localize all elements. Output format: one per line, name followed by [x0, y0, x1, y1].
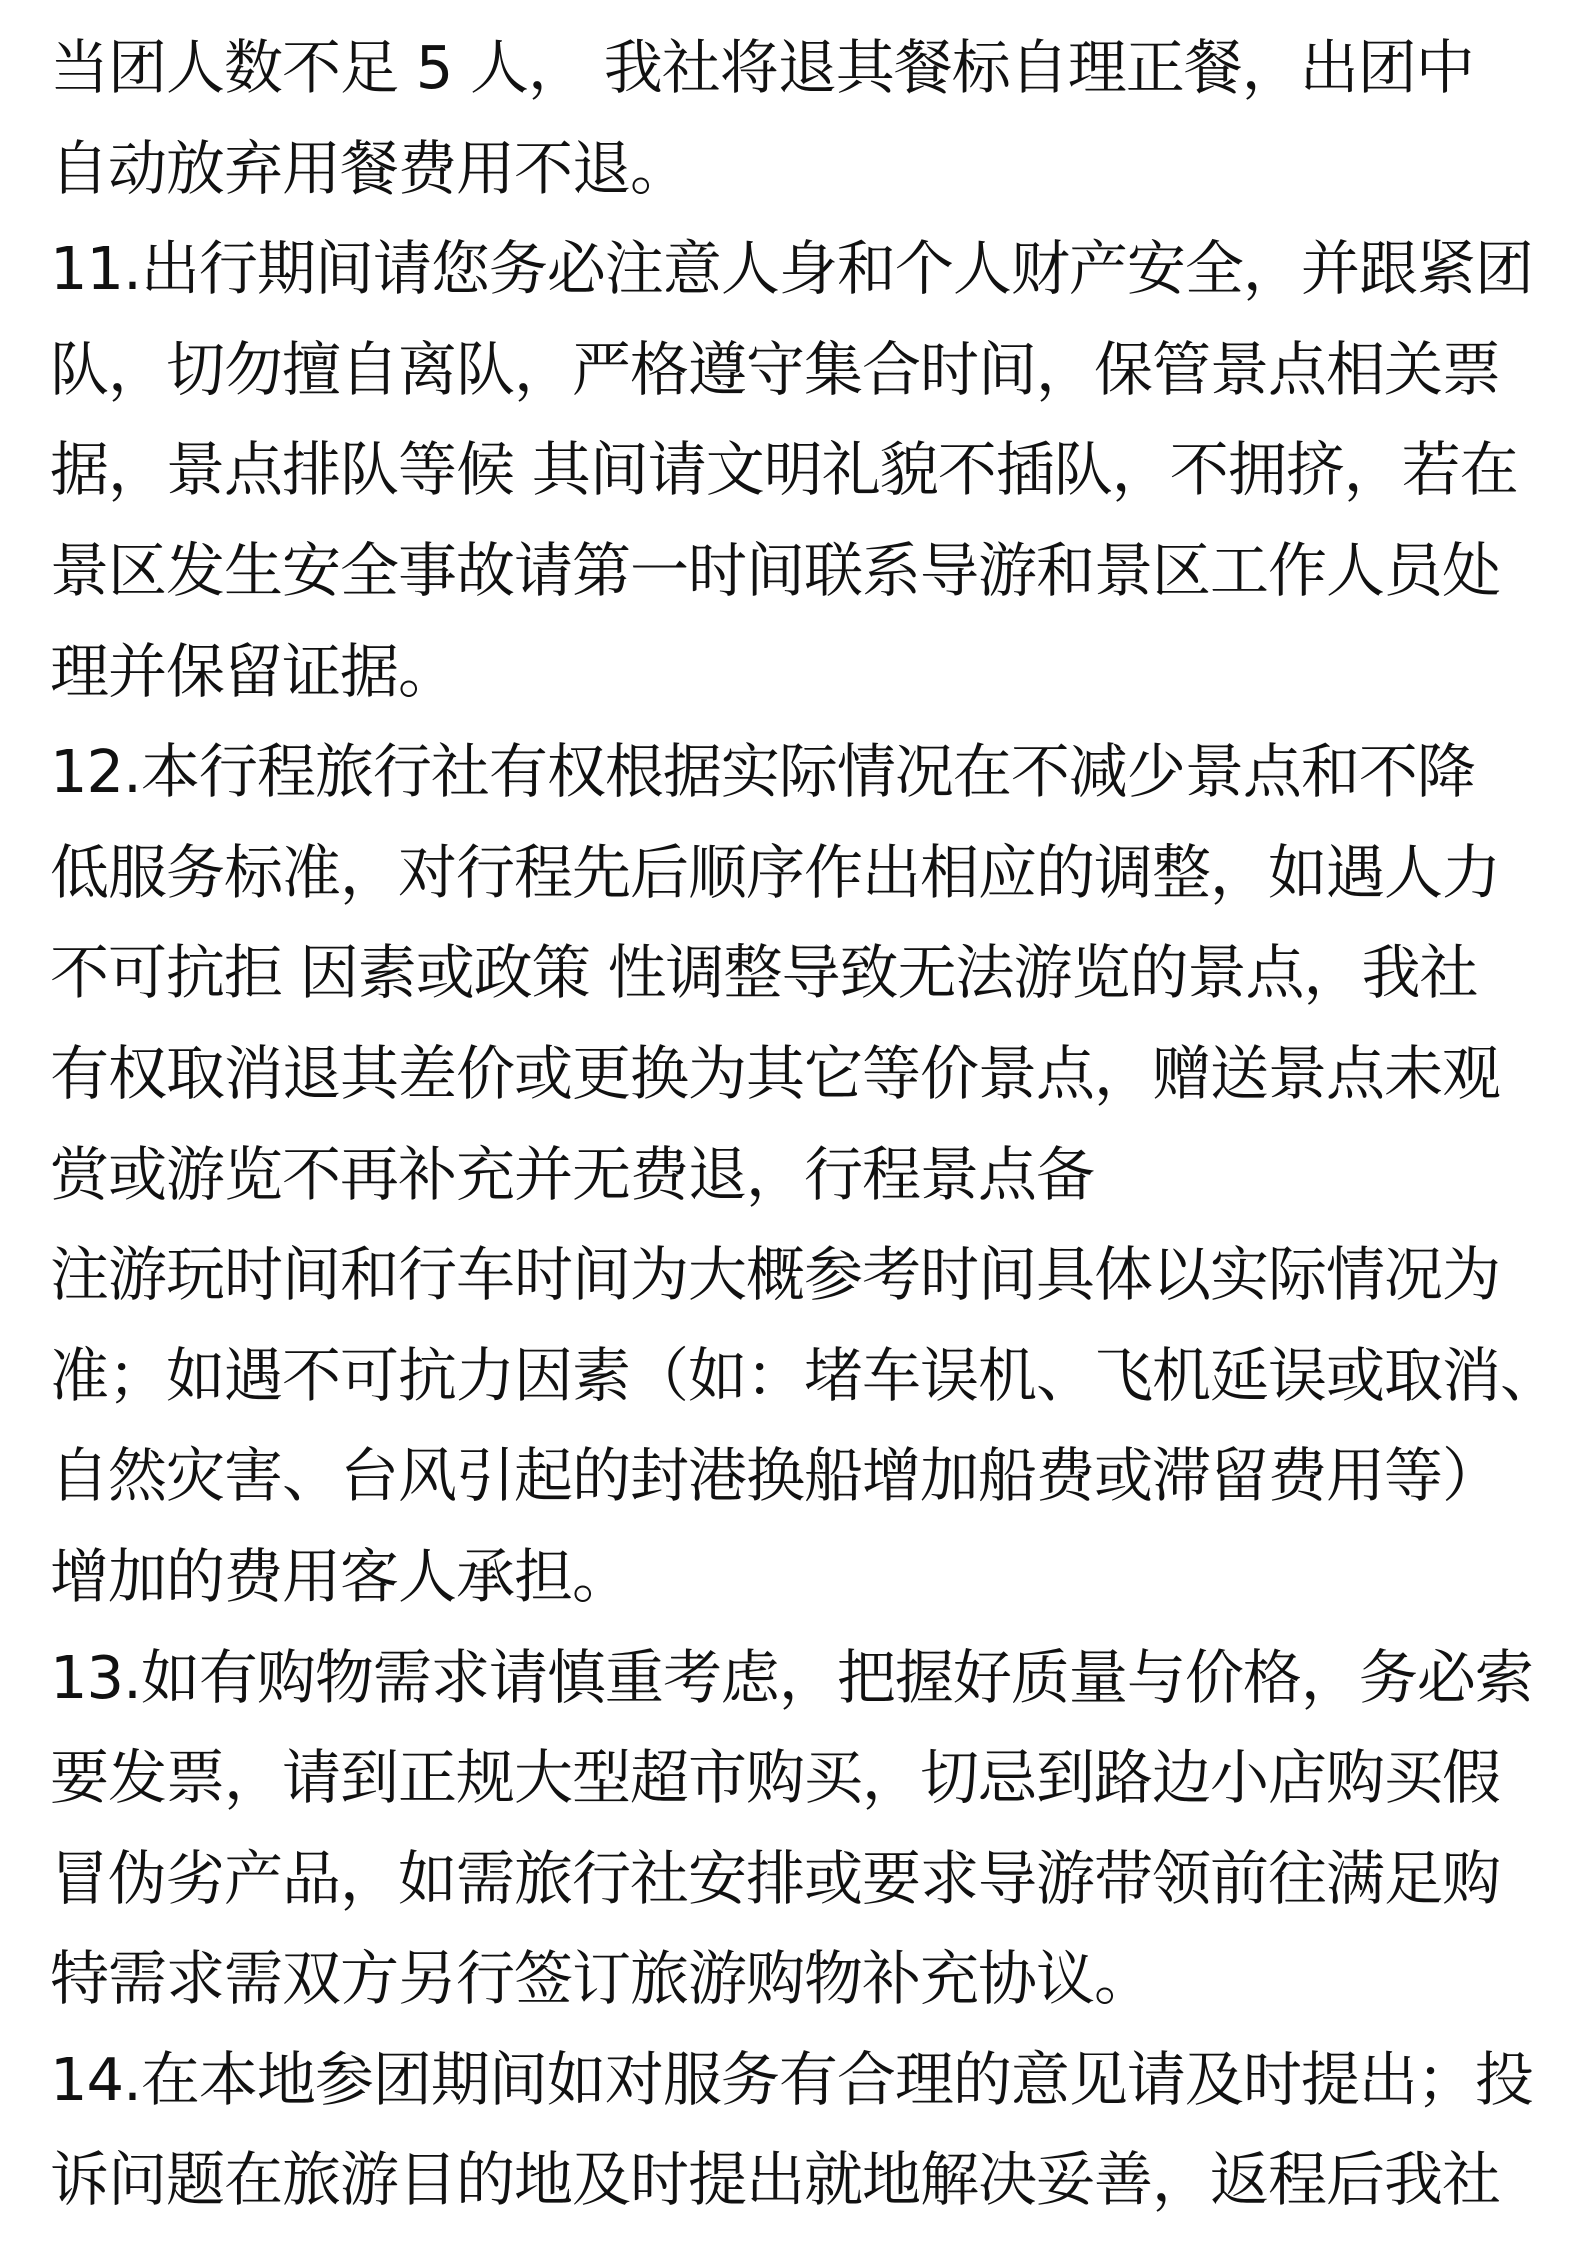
text-line: 据，景点排队等候 其间请文明礼貌不插队，不拥挤，若在: [50, 435, 1518, 505]
text-line: 11.出行期间请您务必注意人身和个人财产安全，并跟紧团: [50, 234, 1533, 304]
text-line: 低服务标准，对行程先后顺序作出相应的调整，如遇人力: [50, 837, 1501, 907]
text-line: 景区发生安全事故请第一时间联系导游和景区工作人员处: [50, 535, 1501, 605]
text-line: 冒伪劣产品，如需旅行社安排或要求导游带领前往满足购: [50, 1843, 1501, 1913]
text-line: 13.如有购物需求请慎重考虑，把握好质量与价格，务必索: [50, 1642, 1533, 1712]
text-line: 准；如遇不可抗力因素（如：堵车误机、飞机延误或取消、: [50, 1340, 1559, 1410]
text-line: 14.在本地参团期间如对服务有合理的意见请及时提出；投: [50, 2044, 1533, 2114]
text-line: 增加的费用客人承担。: [50, 1541, 631, 1611]
text-line: 有权取消退其差价或更换为其它等价景点，赠送景点未观: [50, 1038, 1501, 1108]
text-line: 特需求需双方另行签订旅游购物补充协议。: [50, 1944, 1153, 2014]
text-line: 自然灾害、台风引起的封港换船增加船费或滞留费用等）: [50, 1441, 1501, 1511]
document-body: [50, 18, 1559, 2231]
text-line: 赏或游览不再补充并无费退，行程景点备: [50, 1139, 1095, 1209]
text-line: 要发票，请到正规大型超市购买，切忌到路边小店购买假: [50, 1743, 1501, 1813]
text-line: 当团人数不足 5 人， 我社将退其餐标自理正餐，出团中: [50, 33, 1474, 102]
text-line: 理并保留证据。: [50, 636, 457, 706]
text-line: 队，切勿擅自离队，严格遵守集合时间，保管景点相关票: [50, 334, 1501, 404]
text-line: 注游玩时间和行车时间为大概参考时间具体以实际情况为: [50, 1240, 1501, 1310]
text-line: 自动放弃用餐费用不退。: [50, 133, 689, 203]
text-line: 诉问题在旅游目的地及时提出就地解决妥善，返程后我社: [50, 2145, 1501, 2215]
text-line: 不可抗拒 因素或政策 性调整导致无法游览的景点，我社: [50, 938, 1478, 1008]
text-line: 12.本行程旅行社有权根据实际情况在不减少景点和不降: [50, 737, 1475, 807]
